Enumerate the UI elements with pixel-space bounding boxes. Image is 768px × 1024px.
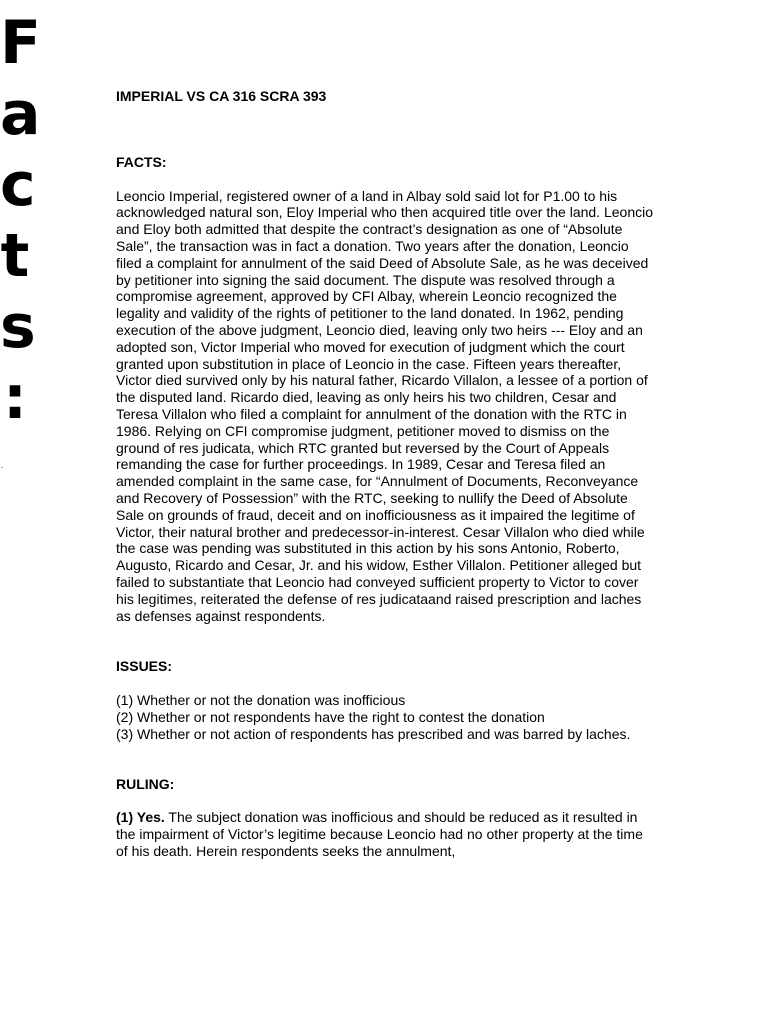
side-letter: s — [0, 292, 36, 362]
ruling-text: The subject donation was inofficious and should be reduced as it resulted in the impairment of Victor’s legitime because Leoncio had no other property at the time of his death. Herein respondents seeks the annulment, — [116, 809, 643, 859]
ruling-paragraph — [116, 809, 656, 859]
side-letter: c — [0, 150, 36, 220]
issue-item: (1) Whether or not the donation was inofficious — [116, 692, 406, 709]
issue-item: (3) Whether or not action of respondents has prescribed and was barred by laches. — [116, 725, 631, 742]
side-letter: t — [0, 221, 30, 291]
side-letter: F — [0, 8, 41, 78]
margin-dot: . — [1, 461, 4, 470]
case-title: IMPERIAL VS CA 316 SCRA 393 — [116, 88, 327, 104]
issues-list — [116, 692, 656, 742]
ruling-heading: RULING: — [116, 775, 175, 792]
side-letter: a — [0, 79, 41, 149]
facts-heading: FACTS: — [116, 153, 167, 170]
document-body — [116, 88, 656, 860]
facts-paragraph: Leoncio Imperial, registered owner of a land in Albay sold said lot for P1.00 to his acknowledged natural son, Eloy Imperial who then acquired title over the land. Leoncio and Eloy both admitted that despite the contract’s designation as one of “Absolute Sale”, the transaction was in fact a donation. Two years after the donation, Leoncio filed a complaint for annulment of the said Deed of Absolute Sale, as he was deceived by petitioner into signing the said document. The dispute was resolved through a compromise agreement, approved by CFI Albay, wherein Leoncio recognized the legality and validity of the rights of petitioner to the land donated. In 1962, pending execution of the above judgment, Leoncio died, leaving only two heirs --- Eloy and an adopted son, Victor Imperial who moved for execution of judgment which the court granted upon substitution in place of Leoncio in the case. Fifteen years thereafter, Victor died survived only by his natural father, Ricardo Villalon, a lessee of a portion of the disputed land. Ricardo died, leaving as only heirs his two children, Cesar and Teresa Villalon who filed a complaint for annulment of the donation with the RTC in 1986. Relying on CFI compromise judgment, petitioner moved to dismiss on the ground of res judicata, which RTC granted but reversed by the Court of Appeals remanding the case for further proceedings. In 1989, Cesar and Teresa filed an amended complaint in the same case, for “Annulment of Documents, Reconveyance and Recovery of Possession” with the RTC, seeking to nullify the Deed of Absolute Sale on grounds of fraud, deceit and on inofficiousness as it impaired the legitime of Victor, their natural brother and predecessor-in-interest. Cesar Villalon who died while the case was pending was substituted in this action by his sons Antonio, Roberto, Augusto, Ricardo and Cesar, Jr. and his widow, Esther Villalon. Petitioner alleged but failed to substantiate that Leoncio had conveyed sufficient property to Victor to cover his legitimes, reiterated the defense of res judicataand raised prescription and laches as defenses against respondents. — [116, 187, 653, 624]
issue-item: (2) Whether or not respondents have the right to contest the donation — [116, 708, 545, 725]
issues-heading: ISSUES: — [116, 658, 173, 675]
ruling-label: (1) Yes. — [116, 809, 165, 826]
side-letter: : — [3, 363, 27, 433]
side-title-vertical — [0, 8, 60, 434]
